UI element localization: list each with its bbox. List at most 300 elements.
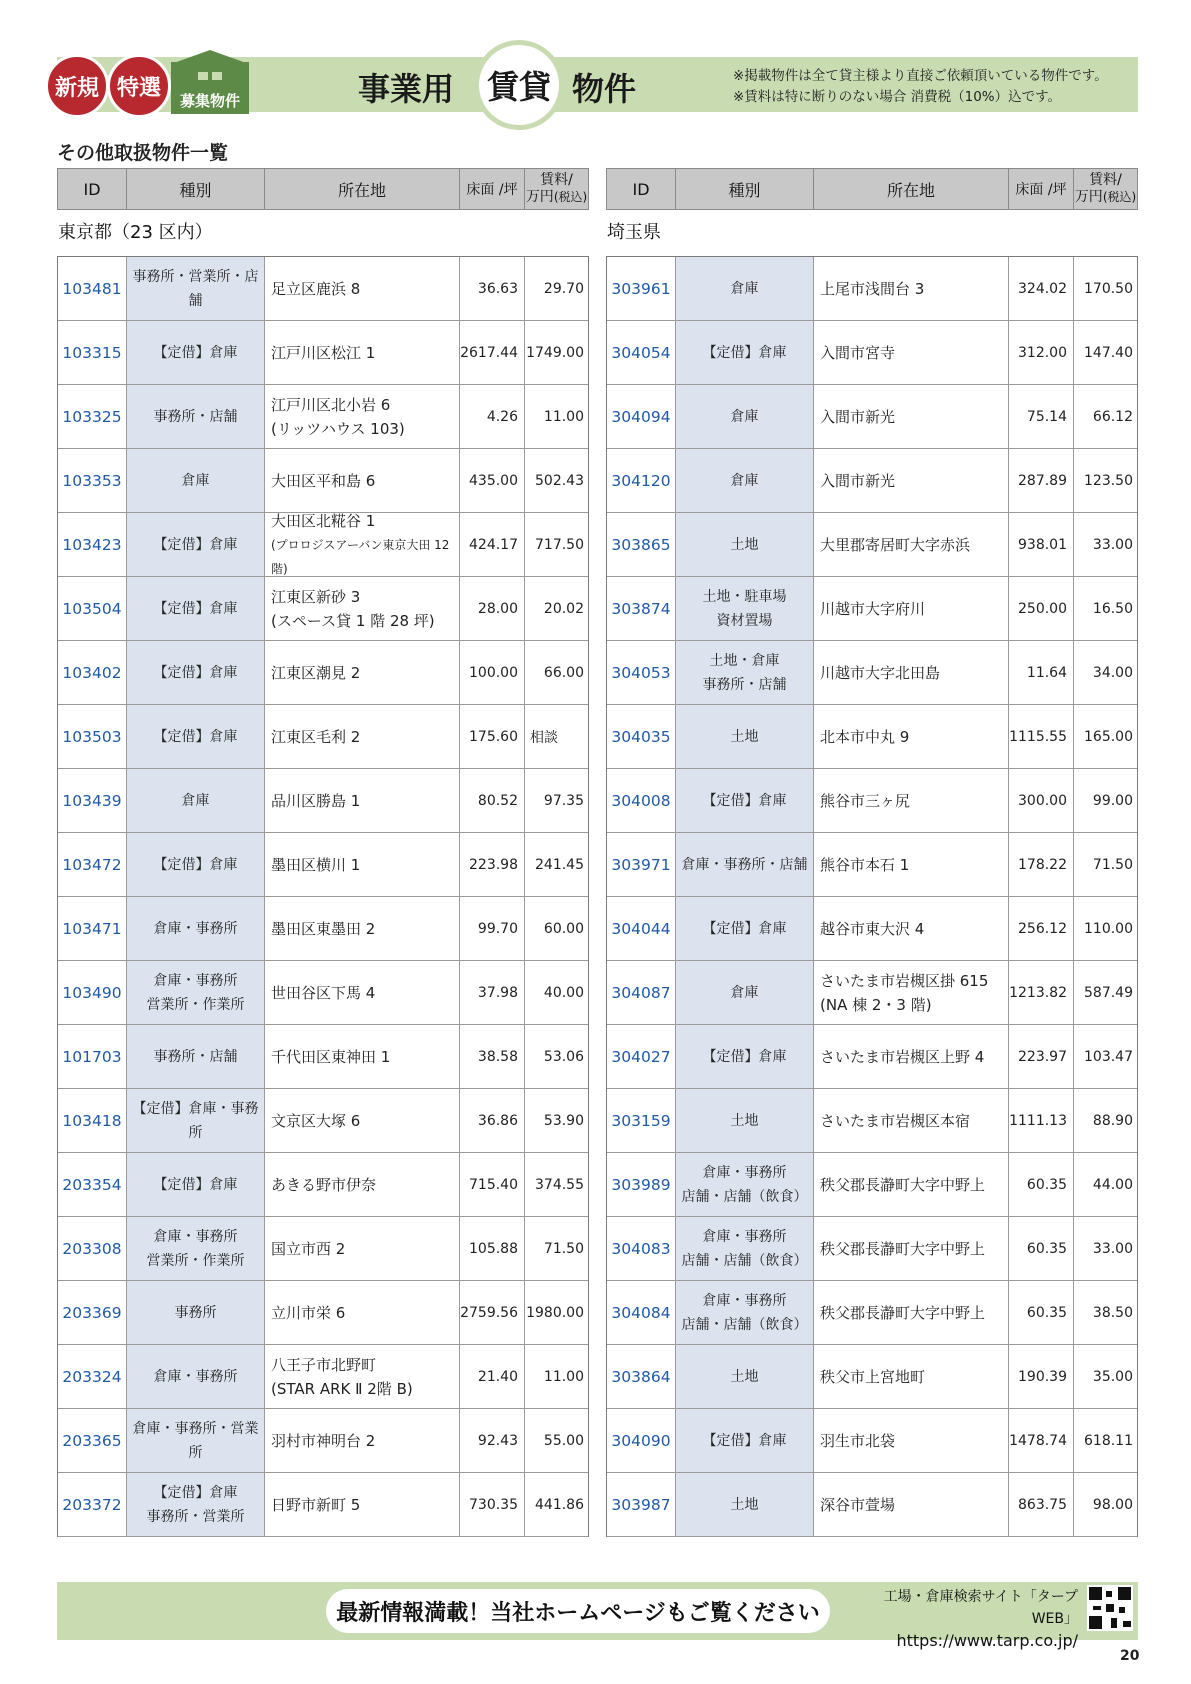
- property-type-line: 事務所・営業所: [146, 1508, 245, 1525]
- property-area: 99.70: [460, 897, 525, 960]
- property-type-line: 倉庫: [730, 472, 759, 489]
- property-location-line: さいたま市岩槻区上野 4: [820, 1047, 985, 1066]
- col-rent-tax: (税込): [553, 190, 588, 204]
- title-center: 賃貸: [474, 40, 564, 130]
- property-type-line: 倉庫: [181, 792, 210, 809]
- property-area: 863.75: [1009, 1473, 1074, 1536]
- property-type-line: 倉庫・事務所: [702, 1292, 787, 1309]
- table-body: [57, 256, 589, 1537]
- property-location-line: 秩父郡長瀞町大字中野上: [820, 1175, 986, 1194]
- property-table-tokyo: [57, 168, 589, 1537]
- property-area: 60.35: [1009, 1153, 1074, 1216]
- col-id: ID: [58, 169, 127, 209]
- property-rent: 40.00: [543, 984, 584, 1001]
- property-id-link[interactable]: 103471: [58, 897, 127, 960]
- property-id-link[interactable]: 304087: [607, 961, 676, 1024]
- col-rent-line1: 賃料/: [540, 172, 573, 188]
- property-id-link[interactable]: 304054: [607, 321, 676, 384]
- property-rent: 110.00: [1084, 920, 1133, 937]
- property-location: [814, 1025, 1009, 1088]
- property-type-line: 土地: [730, 1496, 759, 1513]
- property-location-line: 墨田区横川 1: [271, 855, 361, 874]
- property-type: [676, 1345, 814, 1408]
- property-type-line: 営業所・作業所: [146, 996, 245, 1013]
- site-url-link[interactable]: https://www.tarp.co.jp/: [896, 1631, 1078, 1650]
- table-row: [607, 1473, 1137, 1537]
- property-type: [676, 897, 814, 960]
- table-row: [607, 1025, 1137, 1089]
- col-rent: [1074, 169, 1137, 209]
- property-type: [127, 833, 265, 896]
- property-location-line: 羽村市神明台 2: [271, 1431, 376, 1450]
- property-location-line: 江東区新砂 3: [271, 587, 361, 606]
- property-location-line: 川越市大字北田島: [820, 663, 941, 682]
- property-location: [265, 577, 460, 640]
- property-location-line: 江戸川区松江 1: [271, 343, 376, 362]
- property-location-line: 世田谷区下馬 4: [271, 983, 376, 1002]
- property-location: [814, 769, 1009, 832]
- col-area: 床面 /坪: [1009, 169, 1074, 209]
- property-location: [814, 513, 1009, 576]
- property-id-link[interactable]: 103472: [58, 833, 127, 896]
- property-location: [814, 961, 1009, 1024]
- property-type: [676, 449, 814, 512]
- property-location-line: 千代田区東神田 1: [271, 1047, 391, 1066]
- property-rent: 33.00: [1092, 1240, 1133, 1257]
- new-badge: 新規: [45, 54, 109, 118]
- property-area: 2759.56: [460, 1281, 525, 1344]
- property-location: [814, 577, 1009, 640]
- property-id-link[interactable]: 304094: [607, 385, 676, 448]
- property-type-line: 【定借】倉庫・事務所: [132, 1100, 259, 1141]
- col-rent-unit: 万円: [1074, 189, 1103, 205]
- property-type-line: 倉庫: [730, 280, 759, 297]
- property-area: 223.97: [1009, 1025, 1074, 1088]
- property-type-line: 【定借】倉庫: [702, 920, 787, 937]
- property-area: 324.02: [1009, 257, 1074, 320]
- property-location-line: 江東区毛利 2: [271, 727, 361, 746]
- table-row: [58, 1025, 588, 1089]
- table-row: [58, 385, 588, 449]
- property-rent: 1749.00: [526, 344, 584, 361]
- property-location: [814, 1409, 1009, 1472]
- header-notes: [733, 66, 1108, 108]
- property-type: [676, 769, 814, 832]
- property-rent: 241.45: [535, 856, 584, 873]
- property-id-link[interactable]: 304035: [607, 705, 676, 768]
- table-row: [607, 961, 1137, 1025]
- table-row: [58, 961, 588, 1025]
- table-header: [606, 168, 1138, 210]
- property-location: [265, 513, 460, 576]
- property-id-link[interactable]: 103353: [58, 449, 127, 512]
- property-type-line: 土地: [730, 1112, 759, 1129]
- property-area: 28.00: [460, 577, 525, 640]
- property-location: [814, 321, 1009, 384]
- property-location: [265, 1089, 460, 1152]
- property-rent: 97.35: [543, 792, 584, 809]
- property-location-line: 立川市栄 6: [271, 1303, 346, 1322]
- property-location-line: 大田区平和島 6: [271, 471, 376, 490]
- property-type-line: 事務所・営業所・店舗: [132, 268, 259, 309]
- property-location-line: 上尾市浅間台 3: [820, 279, 925, 298]
- house-window-icon: [198, 72, 208, 80]
- property-location: [814, 449, 1009, 512]
- property-type-line: 事務所・店舗: [153, 1048, 238, 1065]
- table-row: [58, 641, 588, 705]
- property-location: [814, 833, 1009, 896]
- property-location-line: 深谷市萱場: [820, 1495, 896, 1514]
- property-id-link[interactable]: 103490: [58, 961, 127, 1024]
- property-id-link[interactable]: 101703: [58, 1025, 127, 1088]
- property-id-link[interactable]: 103503: [58, 705, 127, 768]
- property-area: 1111.13: [1009, 1089, 1074, 1152]
- property-rent: 11.00: [543, 1368, 584, 1385]
- property-type-line: 倉庫・事務所: [153, 1368, 238, 1385]
- property-id-link[interactable]: 103402: [58, 641, 127, 704]
- house-window-icon: [212, 72, 222, 80]
- property-location-line: あきる野市伊奈: [271, 1175, 377, 1194]
- house-label: 募集物件: [179, 92, 240, 110]
- property-area: 36.86: [460, 1089, 525, 1152]
- property-location: [265, 385, 460, 448]
- property-rent: 1980.00: [526, 1304, 584, 1321]
- property-rent: 16.50: [1092, 600, 1133, 617]
- property-location-line: 北本市中丸 9: [820, 727, 910, 746]
- property-location-line: 熊谷市本石 1: [820, 855, 910, 874]
- property-id-link[interactable]: 103439: [58, 769, 127, 832]
- table-row: [607, 769, 1137, 833]
- table-row: [607, 449, 1137, 513]
- property-location: [265, 897, 460, 960]
- property-type: [676, 641, 814, 704]
- property-id-link[interactable]: 304120: [607, 449, 676, 512]
- property-area: 4.26: [460, 385, 525, 448]
- property-location-line: 墨田区東墨田 2: [271, 919, 376, 938]
- property-type-line: 営業所・作業所: [146, 1252, 245, 1269]
- table-row: [607, 577, 1137, 641]
- property-type-line: 【定借】倉庫: [153, 1176, 238, 1193]
- property-location-line: 足立区鹿浜 8: [271, 279, 361, 298]
- property-type-line: 事務所: [174, 1304, 217, 1321]
- note-line: ※賃料は特に断りのない場合 消費税（10%）込です。: [733, 89, 1062, 105]
- property-type: [127, 449, 265, 512]
- table-row: [607, 321, 1137, 385]
- qr-code-icon[interactable]: [1087, 1585, 1133, 1631]
- property-rent: 55.00: [543, 1432, 584, 1449]
- property-location-line: (プロロジスアーバン東京大田 12階): [271, 537, 450, 576]
- property-type-line: 倉庫・事務所・店舗: [681, 856, 808, 873]
- property-rent: 66.00: [543, 664, 584, 681]
- table-row: [58, 897, 588, 961]
- property-type: [127, 705, 265, 768]
- property-id-link[interactable]: 303874: [607, 577, 676, 640]
- property-id-link[interactable]: 103315: [58, 321, 127, 384]
- property-type: [127, 641, 265, 704]
- property-type: [676, 257, 814, 320]
- property-id-link[interactable]: 303865: [607, 513, 676, 576]
- table-row: [58, 1473, 588, 1537]
- property-type-line: 【定借】倉庫: [702, 1048, 787, 1065]
- property-type: [127, 1217, 265, 1280]
- property-type: [676, 385, 814, 448]
- property-type: [676, 1409, 814, 1472]
- property-id-link[interactable]: 304008: [607, 769, 676, 832]
- property-area: 36.63: [460, 257, 525, 320]
- property-location: [814, 705, 1009, 768]
- table-row: [607, 1217, 1137, 1281]
- table-row: [58, 513, 588, 577]
- property-type-line: 【定借】倉庫: [153, 1484, 238, 1501]
- property-location: [265, 1281, 460, 1344]
- property-location-line: さいたま市岩槻区掛 615: [820, 971, 989, 990]
- property-rent: 29.70: [543, 280, 584, 297]
- property-area: 60.35: [1009, 1217, 1074, 1280]
- property-type: [676, 577, 814, 640]
- property-location-line: さいたま市岩槻区本宿: [820, 1111, 971, 1130]
- property-area: 105.88: [460, 1217, 525, 1280]
- property-type: [127, 1089, 265, 1152]
- property-rent: 441.86: [535, 1496, 584, 1513]
- property-rent: 99.00: [1092, 792, 1133, 809]
- property-location-line: 羽生市北袋: [820, 1431, 896, 1450]
- property-area: 175.60: [460, 705, 525, 768]
- property-area: 2617.44: [460, 321, 525, 384]
- property-rent: 98.00: [1092, 1496, 1133, 1513]
- property-area: 37.98: [460, 961, 525, 1024]
- property-type-line: 事務所・店舗: [153, 408, 238, 425]
- property-type-line: 土地・倉庫: [709, 652, 780, 669]
- property-id-link[interactable]: 303989: [607, 1153, 676, 1216]
- property-type: [127, 961, 265, 1024]
- property-location-line: 大里郡寄居町大字赤浜: [820, 535, 971, 554]
- property-type-line: 倉庫: [730, 984, 759, 1001]
- property-rent: 33.00: [1092, 536, 1133, 553]
- property-type: [127, 1025, 265, 1088]
- property-location: [814, 1217, 1009, 1280]
- property-location: [265, 321, 460, 384]
- special-badge: 特選: [107, 54, 171, 118]
- property-id-link[interactable]: 103423: [58, 513, 127, 576]
- property-id-link[interactable]: 303864: [607, 1345, 676, 1408]
- table-row: [58, 257, 588, 321]
- property-type: [127, 1409, 265, 1472]
- table-row: [607, 1409, 1137, 1473]
- property-type-line: 【定借】倉庫: [153, 600, 238, 617]
- table-row: [607, 257, 1137, 321]
- property-id-link[interactable]: 304084: [607, 1281, 676, 1344]
- property-type-line: 倉庫・事務所: [153, 1228, 238, 1245]
- property-type-line: 土地: [730, 1368, 759, 1385]
- property-rent: 53.06: [543, 1048, 584, 1065]
- property-location-line: 国立市西 2: [271, 1239, 346, 1258]
- property-type-line: 【定借】倉庫: [153, 344, 238, 361]
- property-location: [265, 961, 460, 1024]
- property-area: 256.12: [1009, 897, 1074, 960]
- property-id-link[interactable]: 303159: [607, 1089, 676, 1152]
- title-right: 物件: [572, 70, 637, 108]
- col-rent-unit: 万円: [525, 189, 554, 205]
- property-type-line: 【定借】倉庫: [702, 1432, 787, 1449]
- property-id-link[interactable]: 303987: [607, 1473, 676, 1536]
- property-rent: 123.50: [1084, 472, 1133, 489]
- section-title: その他取扱物件一覧: [57, 142, 229, 164]
- property-id-link[interactable]: 203308: [58, 1217, 127, 1280]
- property-type-line: 倉庫・事務所: [702, 1164, 787, 1181]
- region-label: 東京都（23 区内）: [58, 222, 213, 243]
- property-rent: 618.11: [1084, 1432, 1133, 1449]
- property-location-line: 文京区大塚 6: [271, 1111, 361, 1130]
- property-location: [814, 1153, 1009, 1216]
- property-area: 92.43: [460, 1409, 525, 1472]
- property-id-link[interactable]: 103325: [58, 385, 127, 448]
- property-type-line: 倉庫: [730, 408, 759, 425]
- property-area: 11.64: [1009, 641, 1074, 704]
- property-location-line: 入間市新光: [820, 407, 896, 426]
- property-location: [265, 1153, 460, 1216]
- property-type: [676, 1153, 814, 1216]
- property-type: [676, 705, 814, 768]
- property-area: 21.40: [460, 1345, 525, 1408]
- property-type-line: 土地: [730, 536, 759, 553]
- property-id-link[interactable]: 203324: [58, 1345, 127, 1408]
- site-name: 工場・倉庫検索サイト「タープWEB」: [883, 1589, 1078, 1627]
- title-left: 事業用: [358, 70, 455, 108]
- property-location: [265, 1409, 460, 1472]
- property-location: [814, 1089, 1009, 1152]
- property-id-link[interactable]: 304044: [607, 897, 676, 960]
- property-rent: 44.00: [1092, 1176, 1133, 1193]
- property-area: 60.35: [1009, 1281, 1074, 1344]
- property-type: [676, 1089, 814, 1152]
- property-type-line: 倉庫・事務所: [153, 972, 238, 989]
- property-id-link[interactable]: 103418: [58, 1089, 127, 1152]
- property-location-line: 江戸川区北小岩 6: [271, 395, 391, 414]
- property-area: 287.89: [1009, 449, 1074, 512]
- property-location-line: 大田区北糀谷 1: [271, 511, 376, 530]
- property-type-line: 倉庫・事務所: [702, 1228, 787, 1245]
- property-rent: 相談: [530, 729, 558, 746]
- property-type: [676, 1025, 814, 1088]
- page-number: 20: [1120, 1648, 1140, 1664]
- property-location: [814, 257, 1009, 320]
- property-type-line: 【定借】倉庫: [702, 344, 787, 361]
- table-row: [58, 1089, 588, 1153]
- property-rent: 502.43: [535, 472, 584, 489]
- table-row: [607, 705, 1137, 769]
- table-row: [58, 1409, 588, 1473]
- property-location: [814, 897, 1009, 960]
- property-type: [127, 1345, 265, 1408]
- property-id-link[interactable]: 103504: [58, 577, 127, 640]
- property-id-link[interactable]: 203354: [58, 1153, 127, 1216]
- property-type-line: 資材置場: [716, 612, 773, 629]
- property-id-link[interactable]: 303961: [607, 257, 676, 320]
- property-location-line: 越谷市東大沢 4: [820, 919, 925, 938]
- property-id-link[interactable]: 203365: [58, 1409, 127, 1472]
- property-id-link[interactable]: 304083: [607, 1217, 676, 1280]
- property-type: [127, 321, 265, 384]
- table-body: [606, 256, 1138, 1537]
- property-area: 190.39: [1009, 1345, 1074, 1408]
- property-id-link[interactable]: 103481: [58, 257, 127, 320]
- property-id-link[interactable]: 304090: [607, 1409, 676, 1472]
- property-location: [814, 385, 1009, 448]
- property-id-link[interactable]: 304027: [607, 1025, 676, 1088]
- property-rent: 20.02: [543, 600, 584, 617]
- property-type-line: 土地・駐車場: [702, 588, 787, 605]
- property-type-line: 【定借】倉庫: [153, 728, 238, 745]
- property-type-line: 倉庫・事務所・営業所: [132, 1420, 259, 1461]
- property-type-line: 【定借】倉庫: [702, 792, 787, 809]
- property-rent: 587.49: [1084, 984, 1133, 1001]
- col-location: 所在地: [265, 169, 460, 209]
- property-type-line: 【定借】倉庫: [153, 664, 238, 681]
- col-location: 所在地: [814, 169, 1009, 209]
- property-rent: 103.47: [1084, 1048, 1133, 1065]
- table-row: [607, 1153, 1137, 1217]
- property-area: 80.52: [460, 769, 525, 832]
- footer-banner[interactable]: 最新情報満載！当社ホームページもご覧ください: [326, 1589, 830, 1633]
- table-row: [58, 449, 588, 513]
- property-location: [814, 1473, 1009, 1536]
- region-label: 埼玉県: [607, 222, 661, 243]
- property-type: [127, 769, 265, 832]
- property-type: [127, 897, 265, 960]
- table-row: [58, 1217, 588, 1281]
- property-location: [265, 641, 460, 704]
- table-row: [607, 1089, 1137, 1153]
- col-rent-line1: 賃料/: [1089, 172, 1122, 188]
- property-location: [814, 641, 1009, 704]
- table-row: [58, 577, 588, 641]
- table-row: [58, 1281, 588, 1345]
- property-type: [676, 1473, 814, 1536]
- property-location-line: 入間市新光: [820, 471, 896, 490]
- property-id-link[interactable]: 203369: [58, 1281, 127, 1344]
- col-rent: [525, 169, 588, 209]
- property-location-line: (NA 棟 2・3 階): [820, 995, 932, 1014]
- property-type-line: 【定借】倉庫: [153, 536, 238, 553]
- property-rent: 34.00: [1092, 664, 1133, 681]
- property-id-link[interactable]: 303971: [607, 833, 676, 896]
- property-id-link[interactable]: 304053: [607, 641, 676, 704]
- property-type: [676, 1217, 814, 1280]
- property-area: 178.22: [1009, 833, 1074, 896]
- property-type: [676, 1281, 814, 1344]
- property-area: 1213.82: [1009, 961, 1074, 1024]
- property-rent: 165.00: [1084, 728, 1133, 745]
- property-type-line: 店舗・店舗（飲食）: [681, 1316, 808, 1333]
- property-location-line: 熊谷市三ヶ尻: [820, 791, 911, 810]
- property-type: [127, 1153, 265, 1216]
- property-location: [265, 769, 460, 832]
- property-rent: 53.90: [543, 1112, 584, 1129]
- property-location: [814, 1345, 1009, 1408]
- property-area: 75.14: [1009, 385, 1074, 448]
- property-area: 938.01: [1009, 513, 1074, 576]
- property-location-line: (リッツハウス 103): [271, 419, 405, 438]
- table-row: [58, 1345, 588, 1409]
- col-id: ID: [607, 169, 676, 209]
- property-rent: 71.50: [1092, 856, 1133, 873]
- property-location-line: 入間市宮寺: [820, 343, 896, 362]
- property-location: [265, 705, 460, 768]
- property-location-line: 秩父郡長瀞町大字中野上: [820, 1239, 986, 1258]
- property-type: [127, 577, 265, 640]
- property-id-link[interactable]: 203372: [58, 1473, 127, 1536]
- col-rent-tax: (税込): [1102, 190, 1137, 204]
